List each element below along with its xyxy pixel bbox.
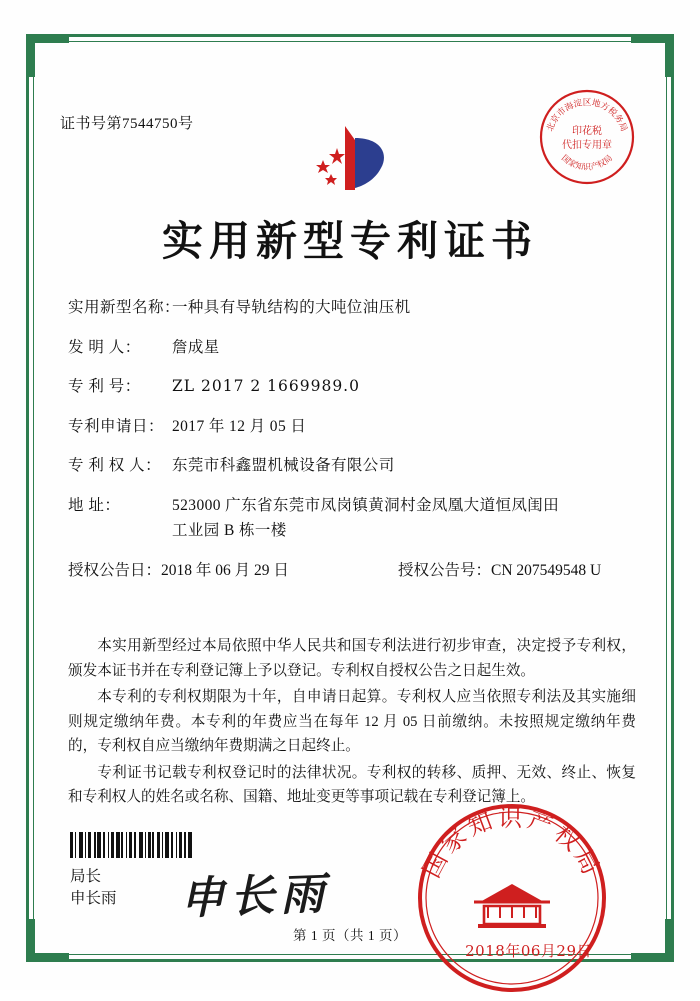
field-label: 发 明 人： xyxy=(68,338,141,356)
svg-text:印花税: 印花税 xyxy=(572,126,602,137)
field-value: ZL 2017 2 1669989.0 xyxy=(172,377,360,395)
seal-date: 2018年06月29日 xyxy=(465,942,592,960)
grant-number-label: 授权公告号： xyxy=(398,561,492,579)
field-row-patentee xyxy=(68,458,640,474)
field-row-application-date xyxy=(68,419,640,435)
official-seal xyxy=(414,800,610,996)
paragraph: 本实用新型经过本局依照中华人民共和国专利法进行初步审查，决定授予专利权，颁发本证书并在专利登记簿上予以登记。专利权自授权公告之日起生效。 xyxy=(68,638,636,679)
field-value: 一种具有导轨结构的大吨位油压机 xyxy=(172,299,411,316)
field-label: 实用新型名称： xyxy=(68,299,181,316)
certificate-number: 证书号第7544750号 xyxy=(60,116,194,132)
paragraph: 本专利的专利权期限为十年，自申请日起算。专利权人应当依照专利法及其实施细则规定缴纳年费。本专利的年费应当在每年 12 月 05 日前缴纳。未按照规定缴纳年费的，专利权自应当缴纳年费期满之日起终止。 xyxy=(68,689,636,755)
field-row-address xyxy=(68,498,640,514)
cnipa-logo-icon xyxy=(285,118,415,198)
field-value: 2017 年 12 月 05 日 xyxy=(172,417,307,435)
certificate-content xyxy=(60,60,640,960)
legal-text xyxy=(68,634,636,812)
svg-text:北京市海淀区地方税务局: 北京市海淀区地方税务局 xyxy=(545,98,629,133)
field-value: 东莞市科鑫盟机械设备有限公司 xyxy=(172,457,395,474)
grant-date-value: 2018 年 06 月 29 日 xyxy=(161,561,289,579)
handwritten-signature: 申长雨 xyxy=(179,868,332,925)
field-list xyxy=(68,300,640,598)
page-title: 实用新型专利证书 xyxy=(162,217,538,265)
field-value: 523000 广东省东莞市凤岗镇黄洞村金凤凰大道恒凤闺田 xyxy=(172,496,560,514)
tax-stamp-seal xyxy=(538,88,636,186)
field-label: 专 利 权 人： xyxy=(68,457,162,474)
address-line-2: 工业园 B 栋一楼 xyxy=(172,522,287,539)
field-label: 专利申请日： xyxy=(68,417,165,435)
grant-number xyxy=(398,563,640,579)
field-label: 地 址： xyxy=(68,496,121,514)
signature-name: 申长雨 xyxy=(70,890,117,908)
grant-date xyxy=(68,563,398,579)
svg-text:国家知识产权局: 国家知识产权局 xyxy=(417,804,607,883)
signature-block xyxy=(70,866,117,911)
grant-date-label: 授权公告日： xyxy=(68,561,162,579)
svg-text:代扣专用章: 代扣专用章 xyxy=(562,140,612,151)
field-row-inventor xyxy=(68,340,640,356)
signature-role: 局长 xyxy=(70,868,102,885)
field-row-invention-name xyxy=(68,300,640,316)
page-number: 第 1 页（共 1 页） xyxy=(293,928,407,943)
field-row-patent-number xyxy=(68,379,640,395)
field-label: 专 利 号： xyxy=(68,378,141,395)
field-value: 詹成星 xyxy=(172,338,220,356)
grant-info-row xyxy=(68,563,640,579)
grant-number-value: CN 207549548 U xyxy=(491,561,602,579)
svg-text:国家知识产权局: 国家知识产权局 xyxy=(559,152,615,172)
barcode xyxy=(70,832,200,858)
paragraph: 专利证书记载专利权登记时的法律状况。专利权的转移、质押、无效、终止、恢复和专利权人的姓名或名称、国籍、地址变更等事项记载在专利登记簿上。 xyxy=(68,764,636,806)
